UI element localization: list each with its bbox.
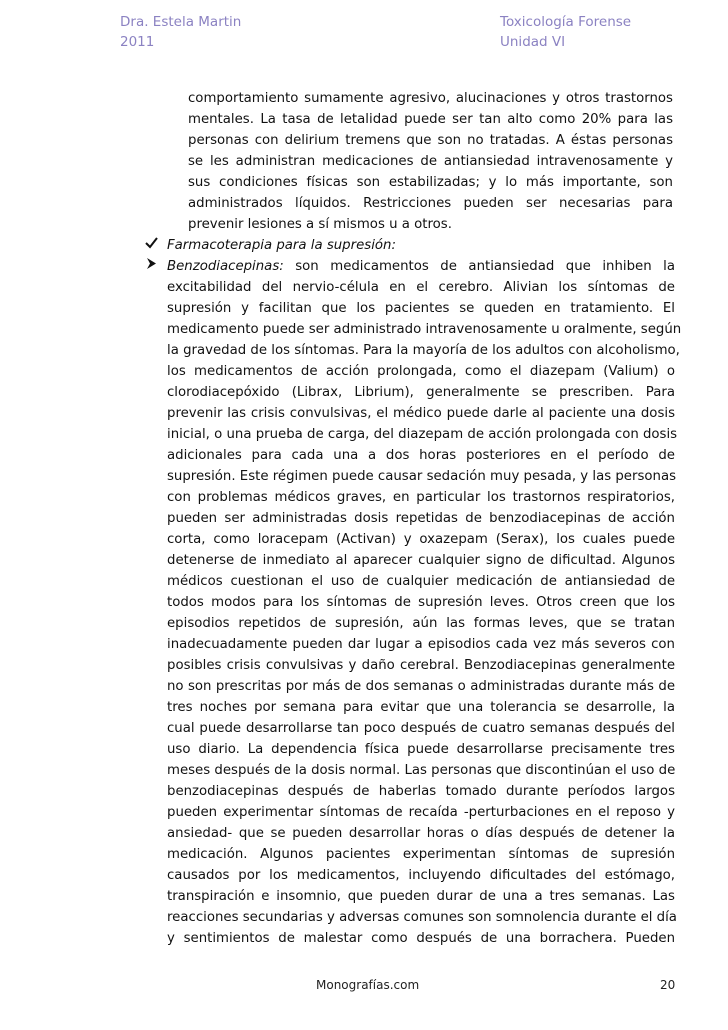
arrow-bullet-icon — [145, 256, 161, 277]
text-line: meses después de la dosis normal. Las personas que discontinúan el uso de — [167, 763, 676, 778]
text-line: adicionales para cada una a dos horas posteriores en el período de — [167, 448, 675, 463]
bullet-farmacoterapia — [145, 235, 675, 256]
text-line: administrados líquidos. Restricciones pueden ser necesarias para — [188, 196, 673, 211]
text-line: todos modos para los síntomas de supresión leves. Otros creen que los — [167, 595, 675, 610]
text-line: se les administran medicaciones de antiansiedad intravenosamente y — [188, 154, 673, 169]
text-line — [145, 256, 675, 277]
header-author: Dra. Estela Martin — [120, 14, 242, 30]
text-line: inadecuadamente pueden dar lugar a episodios cada vez más severos con — [167, 637, 675, 652]
header-subject: Toxicología Forense — [500, 14, 632, 30]
page-number: 20 — [660, 978, 676, 992]
text-span: son medicamentos de antiansiedad que inhiben la — [283, 259, 675, 274]
text-line: ansiedad- que se pueden desarrollar horas o días después de detener la — [167, 826, 675, 841]
text-line: reacciones secundarias y adversas comunes son somnolencia durante el día — [167, 910, 677, 925]
paragraph-continuation — [188, 88, 673, 235]
text-line: excitabilidad del nervio-célula en el cerebro. Alivian los síntomas de — [167, 280, 675, 295]
text-line: mentales. La tasa de letalidad puede ser tan alto como 20% para las — [188, 112, 673, 127]
text-line: benzodiacepinas después de haberlas tomado durante períodos largos — [167, 784, 675, 799]
text-line: con problemas médicos graves, en particular los trastornos respiratorios, — [167, 490, 675, 505]
text-line: transpiración e insomnio, que pueden durar de una a tres semanas. Las — [167, 889, 675, 904]
text-line: los medicamentos de acción prolongada, como el diazepam (Valium) o — [167, 364, 675, 379]
text-line: prevenir las crisis convulsivas, el médico puede darle al paciente una dosis — [167, 406, 675, 421]
text-line: supresión. Este régimen puede causar sedación muy pesada, y las personas — [167, 469, 677, 484]
paragraph-benzodiacepinas — [145, 277, 682, 949]
text-line: uso diario. La dependencia física puede desarrollarse precisamente tres — [167, 742, 675, 757]
header-right — [500, 12, 631, 52]
text-line: comportamiento sumamente agresivo, alucinaciones y otros trastornos — [188, 91, 673, 106]
text-line: sus condiciones físicas son estabilizadas; y lo más importante, son — [188, 175, 673, 190]
text-line: medicamento puede ser administrado intravenosamente u oralmente, según — [167, 322, 682, 337]
term-label: Benzodiacepinas: — [167, 259, 284, 274]
text-line: episodios repetidos de supresión, aún las formas leves, que se tratan — [167, 616, 675, 631]
text-line: personas con delirium tremens que son no tratadas. A éstas personas — [188, 133, 673, 148]
text-line: cual puede desarrollarse tan poco después de cuatro semanas después del — [167, 721, 675, 736]
text-line: causados por los medicamentos, incluyendo dificultades del estómago, — [167, 868, 675, 883]
text-line: y sentimientos de malestar como después de una borrachera. Pueden — [167, 931, 675, 946]
footer-source: Monografías.com — [316, 978, 420, 992]
bullet-heading: Farmacoterapia para la supresión: — [167, 238, 396, 253]
text-line: medicación. Algunos pacientes experimentan síntomas de supresión — [167, 847, 675, 862]
text-line: posibles crisis convulsivas y daño cerebral. Benzodiacepinas generalmente — [167, 658, 675, 673]
header-year: 2011 — [120, 34, 155, 50]
text-line: la gravedad de los síntomas. Para la mayoría de los adultos con alcoholismo, — [167, 343, 680, 358]
header-unit: Unidad VI — [500, 34, 566, 50]
text-line: no son prescritas por más de dos semanas o administradas durante más de — [167, 679, 675, 694]
header-left — [120, 12, 241, 52]
bullet-benzodiacepinas — [145, 256, 682, 949]
text-line: médicos cuestionan el uso de cualquier medicación de antiansiedad de — [167, 574, 675, 589]
text-line: supresión y facilitan que los pacientes se queden en tratamiento. El — [167, 301, 675, 316]
text-line: pueden experimentar síntomas de recaída -perturbaciones en el reposo y — [167, 805, 675, 820]
text-line: inicial, o una prueba de carga, del diazepam de acción prolongada con dosis — [167, 427, 678, 442]
checkmark-icon — [145, 235, 161, 256]
text-line: tres noches por semana para evitar que una tolerancia se desarrolle, la — [167, 700, 675, 715]
text-line: corta, como loracepam (Activan) y oxazepam (Serax), los cuales puede — [167, 532, 675, 547]
text-line: prevenir lesiones a sí mismos u a otros. — [188, 217, 452, 232]
text-line: clorodiacepóxido (Librax, Librium), generalmente se prescriben. Para — [167, 385, 675, 400]
text-line: pueden ser administradas dosis repetidas de benzodiacepinas de acción — [167, 511, 675, 526]
text-line: detenerse de inmediato al aparecer cualquier signo de dificultad. Algunos — [167, 553, 675, 568]
